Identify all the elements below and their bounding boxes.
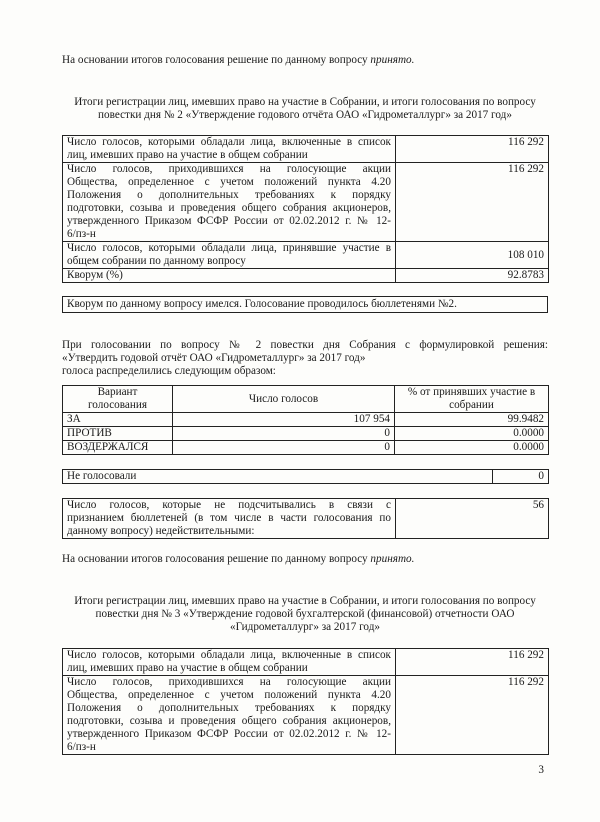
row-value: 116 292	[396, 649, 549, 676]
label-line: 6/пз-н	[67, 741, 96, 753]
not-voted-value: 0	[493, 470, 549, 484]
label-line: лиц, имевших право на участие в общем собрании	[67, 662, 308, 674]
vote-count: 0	[173, 441, 395, 455]
label-line: подготовки, созыва и проведения общего собрания акционеров,	[67, 715, 391, 727]
vote-option: ВОЗДЕРЖАЛСЯ	[63, 441, 173, 455]
not-voted-table	[62, 469, 549, 484]
table-row	[63, 649, 549, 676]
row-label	[63, 163, 396, 242]
label-line: Положения о дополнительных требованиях к порядку	[67, 702, 391, 714]
q2-registration-heading	[40, 96, 570, 122]
label-line: подготовки, созыва и проведения общего собрания акционеров,	[67, 202, 391, 214]
q2-registration-table	[62, 135, 549, 283]
table-row	[63, 676, 549, 755]
vote-option: ЗА	[63, 413, 173, 427]
table-row	[63, 242, 549, 269]
vote-intro	[62, 339, 548, 378]
invalid-label	[63, 499, 396, 539]
q3-registration-heading	[40, 595, 570, 634]
table-row	[63, 413, 549, 427]
intro-line: При голосовании по вопросу № 2 повестки дня Собрания с формулировкой решения:	[62, 339, 548, 351]
table-row	[63, 427, 549, 441]
header-option	[63, 386, 173, 413]
q3-registration-table	[62, 648, 549, 755]
heading-line: «Гидрометаллург» за 2017 год»	[230, 621, 380, 633]
vote-percent: 0.0000	[395, 427, 549, 441]
label-line: Число голосов, которые не подсчитывались в связи с	[67, 499, 391, 511]
table-row	[63, 499, 549, 539]
row-value: 116 292	[396, 136, 549, 163]
row-label	[63, 242, 396, 269]
intro-line: голоса распределились следующим образом:	[62, 365, 276, 377]
decision-text: На основании итогов голосования решение по данному вопросу	[62, 553, 368, 565]
page-number: 3	[538, 764, 544, 776]
decision-word: принято.	[370, 553, 415, 565]
decision-word: принято.	[370, 54, 415, 66]
label-line: 6/пз-н	[67, 228, 96, 240]
header-line: % от принявших участие в	[407, 386, 536, 398]
header-line: голосования	[88, 399, 147, 411]
label-line: Общества, определенное с учетом положений пункта 4.20	[67, 689, 391, 701]
row-label	[63, 676, 396, 755]
table-row	[63, 441, 549, 455]
label-line: Число голосов, приходившихся на голосующие акции	[67, 163, 391, 175]
heading-line: повестки дня № 3 «Утверждение годовой бухгалтерской (финансовой) отчетности ОАО	[95, 608, 515, 620]
not-voted-label: Не голосовали	[63, 470, 493, 484]
quorum-note: Кворум по данному вопросу имелся. Голосование проводилось бюллетенями №2.	[62, 296, 548, 313]
table-row	[63, 269, 549, 283]
decision-text: На основании итогов голосования решение по данному вопросу	[62, 54, 368, 66]
q2-decision-line	[62, 54, 542, 67]
intro-line: «Утвердить годовой отчёт ОАО «Гидрометаллург» за 2017 год»	[62, 352, 366, 364]
label-line: Положения о дополнительных требованиях к порядку	[67, 189, 391, 201]
label-line: утвержденного Приказом ФСФР России от 02.02.2012 г. № 12-	[67, 215, 391, 227]
table-row	[63, 136, 549, 163]
label-line: Число голосов, которыми обладали лица, включенные в список	[67, 649, 391, 661]
label-line: данному вопросу) недействительными:	[67, 525, 255, 537]
q2-decision-line-2	[62, 553, 542, 566]
label-line: Число голосов, которыми обладали лица, принявшие участие в	[67, 242, 391, 254]
label-line: утвержденного Приказом ФСФР России от 02.02.2012 г. № 12-	[67, 728, 391, 740]
heading-line: Итоги регистрации лиц, имевших право на участие в Собрании, и итоги голосования по вопросу	[74, 96, 536, 108]
vote-count: 107 954	[173, 413, 395, 427]
heading-line: Итоги регистрации лиц, имевших право на участие в Собрании, и итоги голосования по вопросу	[74, 595, 536, 607]
table-row	[63, 470, 549, 484]
label-line: Число голосов, приходившихся на голосующие акции	[67, 676, 391, 688]
row-label	[63, 136, 396, 163]
header-percent	[395, 386, 549, 413]
row-value: 92.8783	[396, 269, 549, 283]
vote-option: ПРОТИВ	[63, 427, 173, 441]
vote-percent: 99.9482	[395, 413, 549, 427]
vote-count: 0	[173, 427, 395, 441]
row-value: 108 010	[396, 242, 549, 269]
row-value: 116 292	[396, 676, 549, 755]
heading-line: повестки дня № 2 «Утверждение годового отчёта ОАО «Гидрометаллург» за 2017 год»	[98, 109, 512, 121]
label-line: Число голосов, которыми обладали лица, включенные в список	[67, 136, 391, 148]
row-label: Кворум (%)	[63, 269, 396, 283]
invalid-ballots-table	[62, 498, 549, 539]
header-votes: Число голосов	[173, 386, 395, 413]
vote-results-table	[62, 385, 549, 455]
table-row	[63, 163, 549, 242]
row-label	[63, 649, 396, 676]
header-line: Вариант	[97, 386, 138, 398]
row-value: 116 292	[396, 163, 549, 242]
label-line: признанием бюллетеней (в том числе в части голосования по	[67, 512, 391, 524]
invalid-value: 56	[396, 499, 549, 539]
label-line: общем собрании по данному вопросу	[67, 255, 246, 267]
vote-percent: 0.0000	[395, 441, 549, 455]
label-line: лиц, имевших право на участие в общем собрании	[67, 149, 308, 161]
table-header-row	[63, 386, 549, 413]
header-line: собрании	[449, 399, 494, 411]
label-line: Общества, определенное с учетом положений пункта 4.20	[67, 176, 391, 188]
